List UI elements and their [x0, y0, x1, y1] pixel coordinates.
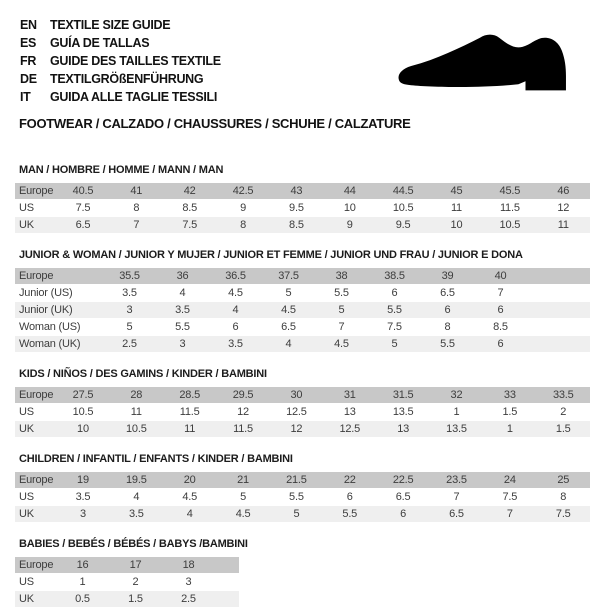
blank-cell [527, 302, 590, 318]
size-cell: 1.5 [502, 406, 518, 418]
size-cell: 5.5 [421, 336, 474, 352]
table-row-us [15, 489, 590, 505]
size-cell: 33 [483, 387, 536, 403]
size-cell: 43 [270, 183, 323, 199]
size-table-babies [15, 556, 239, 608]
size-cell: 4.5 [182, 491, 198, 503]
row-label: US [19, 491, 34, 503]
size-cell: 10.5 [392, 202, 414, 214]
blank-cell [527, 319, 590, 335]
size-cell: 5 [368, 336, 421, 352]
blank-cell [215, 591, 239, 607]
size-cell: 21 [216, 472, 269, 488]
size-cell: 9.5 [376, 217, 429, 233]
size-cell: 38.5 [368, 268, 421, 284]
size-cell: 2 [132, 576, 139, 588]
row-label: Europe [15, 387, 56, 403]
size-cell: 6 [232, 321, 239, 333]
row-label: Europe [15, 268, 103, 284]
size-cell: 45 [430, 183, 483, 199]
size-cell: 6 [421, 302, 474, 318]
size-cell: 7.5 [163, 217, 216, 233]
size-cell: 7 [497, 287, 504, 299]
size-cell: 3 [185, 576, 192, 588]
size-cell: 5 [270, 506, 323, 522]
table-row-woman-uk [15, 336, 590, 352]
dress-shoe-icon [397, 33, 569, 92]
size-cell: 6.5 [281, 321, 296, 333]
size-cell: 19.5 [110, 472, 163, 488]
language-label: TEXTILE SIZE GUIDE [50, 18, 171, 32]
size-cell: 6.5 [56, 217, 109, 233]
size-cell: 1.5 [537, 421, 590, 437]
language-code: DE [20, 72, 37, 86]
row-label: Europe [15, 557, 56, 573]
size-cell: 1 [453, 406, 460, 418]
size-cell: 3.5 [75, 491, 91, 503]
language-row-en [20, 16, 590, 34]
size-cell: 1.5 [109, 591, 162, 607]
row-label: US [19, 576, 34, 588]
size-cell: 31 [323, 387, 376, 403]
size-cell: 7.5 [387, 321, 402, 333]
size-cell: 6 [391, 287, 398, 299]
size-cell: 22.5 [376, 472, 429, 488]
size-table-block-children [15, 453, 590, 523]
size-cell: 13.5 [430, 421, 483, 437]
row-label: Junior (US) [19, 287, 73, 299]
size-cell: 36 [156, 268, 209, 284]
size-cell: 6 [376, 506, 429, 522]
blank-cell [527, 336, 590, 352]
size-cell: 5 [240, 491, 246, 503]
size-tables [15, 164, 590, 608]
size-cell: 8.5 [270, 217, 323, 233]
size-cell: 7 [338, 321, 345, 333]
size-cell: 10.5 [110, 421, 163, 437]
size-cell: 8 [216, 217, 269, 233]
size-cell: 10 [430, 217, 483, 233]
table-row-uk [15, 506, 590, 522]
table-row-uk [15, 217, 590, 233]
size-cell: 10 [56, 421, 109, 437]
size-cell: 1 [79, 576, 86, 588]
size-cell: 13.5 [392, 406, 414, 418]
table-title: MAN / HOMBRE / HOMME / MANN / MAN [19, 164, 224, 176]
row-label: Woman (US) [19, 321, 81, 333]
size-cell: 7.5 [537, 506, 590, 522]
blank-cell [215, 557, 239, 573]
size-cell: 0.5 [56, 591, 109, 607]
size-cell: 33.5 [537, 387, 590, 403]
blank-cell [215, 574, 239, 590]
size-cell: 45.5 [483, 183, 536, 199]
size-cell: 40 [474, 268, 527, 284]
size-cell: 46 [537, 183, 590, 199]
language-label: GUIDE DES TAILLES TEXTILE [50, 54, 221, 68]
size-cell: 9 [240, 202, 246, 214]
size-table-kids [15, 386, 590, 438]
size-cell: 6.5 [430, 506, 483, 522]
size-cell: 4 [209, 302, 262, 318]
size-cell: 3 [56, 506, 109, 522]
table-row-junior-uk [15, 302, 590, 318]
size-cell: 19 [56, 472, 109, 488]
size-cell: 5.5 [323, 506, 376, 522]
language-code: IT [20, 90, 31, 104]
size-cell: 5.5 [289, 491, 304, 503]
size-cell: 31.5 [376, 387, 429, 403]
size-cell: 4 [179, 287, 186, 299]
size-cell: 35.5 [103, 268, 156, 284]
size-cell: 16 [56, 557, 109, 573]
table-title: BABIES / BEBÉS / BÉBÉS / BABYS /BAMBINI [19, 538, 248, 550]
size-cell: 5.5 [368, 302, 421, 318]
size-cell: 8.5 [493, 321, 508, 333]
size-cell: 8 [560, 491, 567, 503]
size-cell: 37.5 [262, 268, 315, 284]
size-cell: 2.5 [103, 336, 156, 352]
size-cell: 3.5 [209, 336, 262, 352]
size-cell: 7.5 [502, 491, 518, 503]
size-cell: 13 [343, 406, 356, 418]
size-cell: 10 [343, 202, 356, 214]
size-cell: 8 [133, 202, 140, 214]
size-cell: 1 [483, 421, 536, 437]
table-row-us [15, 404, 590, 420]
size-cell: 3 [156, 336, 209, 352]
size-cell: 11 [537, 217, 590, 233]
size-cell: 8 [444, 321, 451, 333]
row-label: UK [15, 591, 56, 607]
size-cell: 3.5 [110, 506, 163, 522]
size-cell: 5 [285, 287, 292, 299]
size-table-block-babies [15, 538, 590, 608]
size-cell: 3 [103, 302, 156, 318]
size-cell: 7 [483, 506, 536, 522]
size-cell: 11 [163, 421, 216, 437]
size-cell: 12 [557, 202, 570, 214]
size-cell: 24 [483, 472, 536, 488]
table-row-woman-us [15, 319, 590, 335]
size-cell: 4 [163, 506, 216, 522]
size-table-children [15, 471, 590, 523]
row-label: UK [15, 217, 56, 233]
size-cell: 7 [453, 491, 460, 503]
size-cell: 32 [430, 387, 483, 403]
table-row-us [15, 200, 590, 216]
size-cell: 29.5 [216, 387, 269, 403]
table-title: JUNIOR & WOMAN / JUNIOR Y MUJER / JUNIOR ET FEMME / JUNIOR UND FRAU / JUNIOR E DONA [19, 249, 523, 261]
size-cell: 39 [421, 268, 474, 284]
size-cell: 40.5 [56, 183, 109, 199]
language-label: GUIDA ALLE TAGLIE TESSILI [50, 90, 218, 104]
table-row-europe [15, 557, 239, 573]
size-table-junior-woman [15, 267, 590, 353]
size-cell: 22 [323, 472, 376, 488]
size-cell: 4.5 [216, 506, 269, 522]
row-label: Junior (UK) [15, 302, 103, 318]
language-code: ES [20, 36, 37, 50]
row-label: UK [15, 506, 56, 522]
row-label: Europe [15, 472, 56, 488]
size-cell: 23.5 [430, 472, 483, 488]
size-cell: 21.5 [270, 472, 323, 488]
size-cell: 5.5 [334, 287, 349, 299]
size-cell: 5 [315, 302, 368, 318]
category-title: FOOTWEAR / CALZADO / CHAUSSURES / SCHUHE / CALZATURE [19, 116, 411, 131]
table-row-junior-us [15, 285, 590, 301]
size-cell: 10.5 [72, 406, 94, 418]
size-cell: 12 [237, 406, 249, 418]
row-label: Woman (UK) [15, 336, 103, 352]
size-table-block-junior-woman [15, 249, 590, 353]
size-cell: 11 [130, 406, 142, 418]
table-row-europe [15, 268, 590, 284]
size-table-man [15, 182, 590, 234]
size-cell: 13 [376, 421, 429, 437]
table-title: CHILDREN / INFANTIL / ENFANTS / KINDER / BAMBINI [19, 453, 293, 465]
size-cell: 17 [109, 557, 162, 573]
table-row-us [15, 574, 239, 590]
size-cell: 4.5 [262, 302, 315, 318]
size-cell: 6 [474, 302, 527, 318]
size-cell: 5.5 [175, 321, 190, 333]
table-row-europe [15, 387, 590, 403]
size-cell: 11.5 [179, 406, 200, 418]
row-label: US [19, 406, 34, 418]
size-cell: 2.5 [162, 591, 215, 607]
size-cell: 12.5 [286, 406, 307, 418]
size-cell: 3.5 [122, 287, 137, 299]
size-cell: 28 [110, 387, 163, 403]
language-label: GUÍA DE TALLAS [50, 36, 150, 50]
row-label: UK [15, 421, 56, 437]
row-label: Europe [15, 183, 56, 199]
size-cell: 12 [270, 421, 323, 437]
size-cell: 12.5 [323, 421, 376, 437]
size-cell: 28.5 [163, 387, 216, 403]
table-row-europe [15, 183, 590, 199]
size-cell: 25 [537, 472, 590, 488]
size-cell: 42 [163, 183, 216, 199]
size-cell: 4.5 [315, 336, 368, 352]
size-cell: 4.5 [228, 287, 243, 299]
size-cell: 11.5 [499, 202, 520, 214]
size-cell: 36.5 [209, 268, 262, 284]
table-row-uk [15, 421, 590, 437]
size-cell: 38 [315, 268, 368, 284]
size-cell: 41 [110, 183, 163, 199]
table-title: KIDS / NIÑOS / DES GAMINS / KINDER / BAMBINI [19, 368, 267, 380]
size-cell: 20 [163, 472, 216, 488]
size-cell: 10.5 [483, 217, 536, 233]
blank-cell [527, 285, 590, 301]
size-table-block-kids [15, 368, 590, 438]
size-cell: 27.5 [56, 387, 109, 403]
size-cell: 9.5 [289, 202, 304, 214]
table-row-europe [15, 472, 590, 488]
size-cell: 5 [126, 321, 133, 333]
table-row-uk [15, 591, 239, 607]
size-cell: 2 [560, 406, 567, 418]
size-cell: 44 [323, 183, 376, 199]
size-cell: 9 [323, 217, 376, 233]
size-cell: 44.5 [376, 183, 429, 199]
size-cell: 7 [110, 217, 163, 233]
language-code: FR [20, 54, 37, 68]
size-cell: 6.5 [440, 287, 455, 299]
size-cell: 4 [133, 491, 140, 503]
language-label: TEXTILGRÖßENFÜHRUNG [50, 72, 204, 86]
row-label: US [19, 202, 34, 214]
size-cell: 3.5 [156, 302, 209, 318]
size-cell: 42.5 [216, 183, 269, 199]
size-cell: 6 [346, 491, 353, 503]
size-cell: 18 [162, 557, 215, 573]
size-cell: 11.5 [216, 421, 269, 437]
size-cell: 6.5 [395, 491, 411, 503]
size-cell: 11 [450, 202, 462, 214]
size-cell: 6 [474, 336, 527, 352]
language-code: EN [20, 18, 37, 32]
size-cell: 30 [270, 387, 323, 403]
blank-cell [527, 268, 590, 284]
size-cell: 7.5 [75, 202, 91, 214]
size-cell: 4 [262, 336, 315, 352]
size-table-block-man [15, 164, 590, 234]
size-cell: 8.5 [182, 202, 198, 214]
